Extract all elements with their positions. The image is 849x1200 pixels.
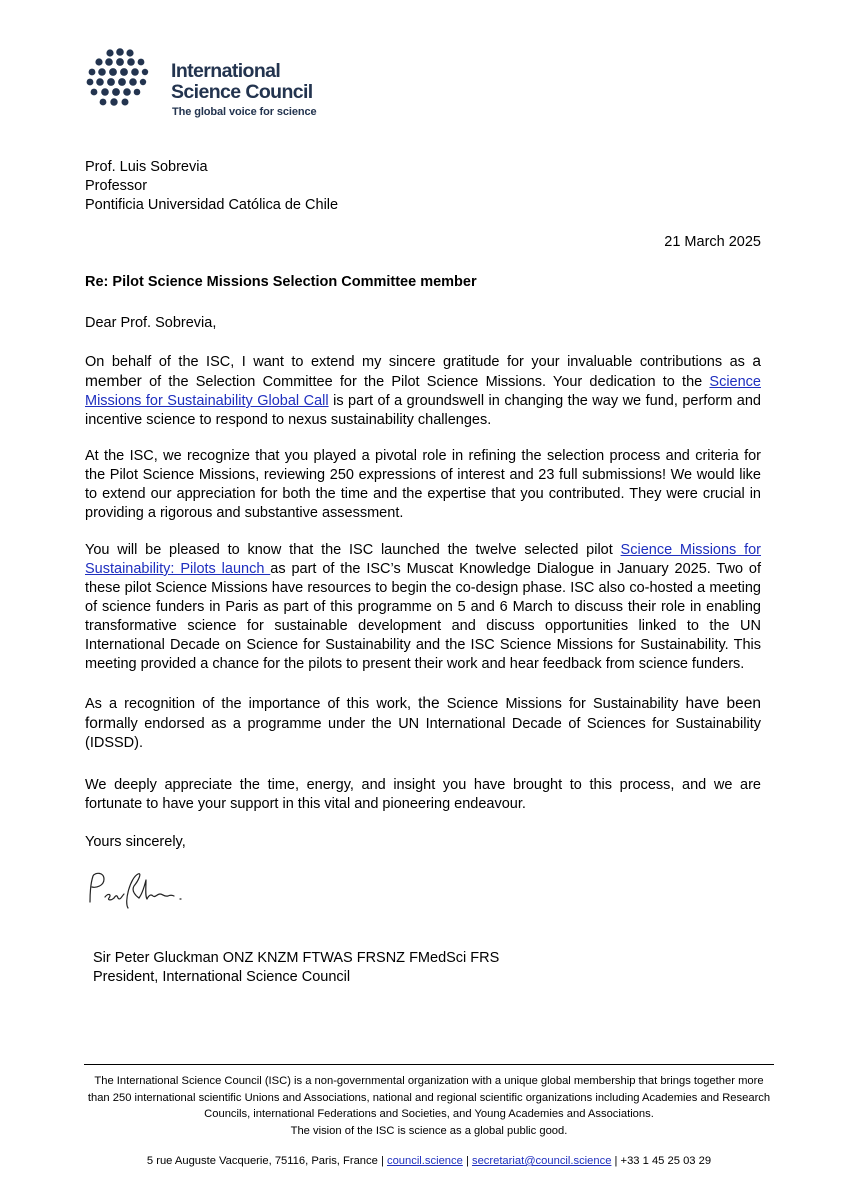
footer-separator-2: | bbox=[462, 1155, 472, 1167]
p4-text-a: As a recognition of the importance of this work, bbox=[85, 696, 419, 712]
p4-text-f: ally endorsed as a programme under the UN International Decade of Sciences for Sustainability (IDSSD). bbox=[85, 716, 761, 751]
footer-divider bbox=[84, 1064, 774, 1065]
org-name-line2: Science Council bbox=[171, 81, 313, 103]
footer-vision: The vision of the ISC is science as a global public good. bbox=[290, 1124, 568, 1137]
signer-role: President, International Science Council bbox=[93, 969, 351, 985]
footer-description bbox=[84, 1073, 774, 1139]
paragraph-5: We deeply appreciate the time, energy, and insight you have brought to this process, and we are fortunate to have your support in this vital and pioneering endeavour. bbox=[85, 777, 761, 812]
closing: Yours sincerely, bbox=[85, 834, 186, 850]
recipient-name: Prof. Luis Sobrevia bbox=[85, 159, 208, 175]
letter-date: 21 March 2025 bbox=[664, 234, 761, 250]
p4-text-b: the bbox=[418, 695, 440, 712]
signer-name: Sir Peter Gluckman ONZ KNZM FTWAS FRSNZ FMedSci FRS bbox=[93, 950, 500, 966]
isc-logo bbox=[84, 48, 344, 120]
global-call-link[interactable]: Science Missions for Sustainability Global Call bbox=[85, 374, 761, 409]
subject-line: Re: Pilot Science Missions Selection Committee member bbox=[85, 274, 477, 290]
org-name-line1: International bbox=[171, 60, 281, 82]
footer-description-text: The International Science Council (ISC) is a non-governmental organization with a unique global membership that brings together more than 250 international scientific Unions and Associations, national and regional scientific organizations including Academies and Research Councils, international Federations and Societies, and Young Academies and Associations. bbox=[87, 1075, 771, 1120]
p1-text-b: a member bbox=[85, 353, 761, 390]
p4-text-d: have been bbox=[685, 695, 761, 712]
footer-contact bbox=[84, 1153, 774, 1169]
footer-phone: +33 1 45 25 03 29 bbox=[620, 1155, 712, 1167]
org-tagline: The global voice for science bbox=[172, 106, 317, 118]
org-name bbox=[171, 61, 313, 103]
paragraph-4 bbox=[85, 694, 761, 753]
paragraph-1 bbox=[85, 352, 761, 430]
signer-block bbox=[93, 949, 499, 987]
recipient-title: Professor bbox=[85, 178, 148, 194]
recipient-institution: Pontificia Universidad Católica de Chile bbox=[85, 197, 339, 213]
p3-text-a: You will be pleased to know that the ISC launched the twelve selected pilot bbox=[85, 542, 621, 558]
footer-website-link[interactable]: council.science bbox=[386, 1155, 463, 1167]
p1-text-d: is part of a groundswell in changing the way we fund, perform and incentive science to respond to nexus sustainability challenges. bbox=[85, 393, 761, 428]
p3-text-b: as part of the ISC’s Muscat Knowledge Dialogue in January 2025. Two of these pilot Science Missions have resources to begin the co-design phase. ISC also co-hosted a meeting of science funders in Paris as part of this programme on 5 and 6 March to discuss their role in enabling transformative science for sustainable development and discuss opportunities linked to the UN International Decade on Science for Sustainability and the ISC Science Missions for Sustainability. This meeting provided a chance for the pilots to present their work and hear feedback from science funders. bbox=[85, 561, 761, 672]
salutation: Dear Prof. Sobrevia, bbox=[85, 315, 217, 331]
recipient-address bbox=[85, 158, 761, 215]
footer-email-link[interactable]: secretariat@council.science bbox=[471, 1155, 612, 1167]
p1-text-c: of the Selection Committee for the Pilot Science Missions. Your dedication to the bbox=[141, 374, 710, 390]
isc-dot-grid-logo-icon bbox=[84, 48, 164, 112]
paragraph-2: At the ISC, we recognize that you played a pivotal role in refining the selection process and criteria for the Pilot Science Missions, reviewing 250 expressions of interest and 23 full submissions! We would like to extend our appreciation for both the time and the expertise that you contributed. They were crucial in providing a rigorous and substantive assessment. bbox=[85, 448, 761, 521]
footer-address: 5 rue Auguste Vacquerie, 75116, Paris, France bbox=[146, 1155, 378, 1167]
handwritten-signature-icon bbox=[84, 868, 194, 918]
footer-separator-3: | bbox=[611, 1155, 621, 1167]
paragraph-3 bbox=[85, 541, 761, 674]
p4-text-c: Science Missions for Sustainability bbox=[439, 696, 686, 712]
pilots-launch-link[interactable]: Science Missions for Sustainability: Pilots launch bbox=[85, 542, 762, 577]
p1-text-a: On behalf of the ISC, I want to extend my sincere gratitude for your invaluable contributions as bbox=[85, 354, 753, 370]
p4-text-e: form bbox=[85, 715, 116, 732]
footer-separator-1: | bbox=[377, 1155, 387, 1167]
